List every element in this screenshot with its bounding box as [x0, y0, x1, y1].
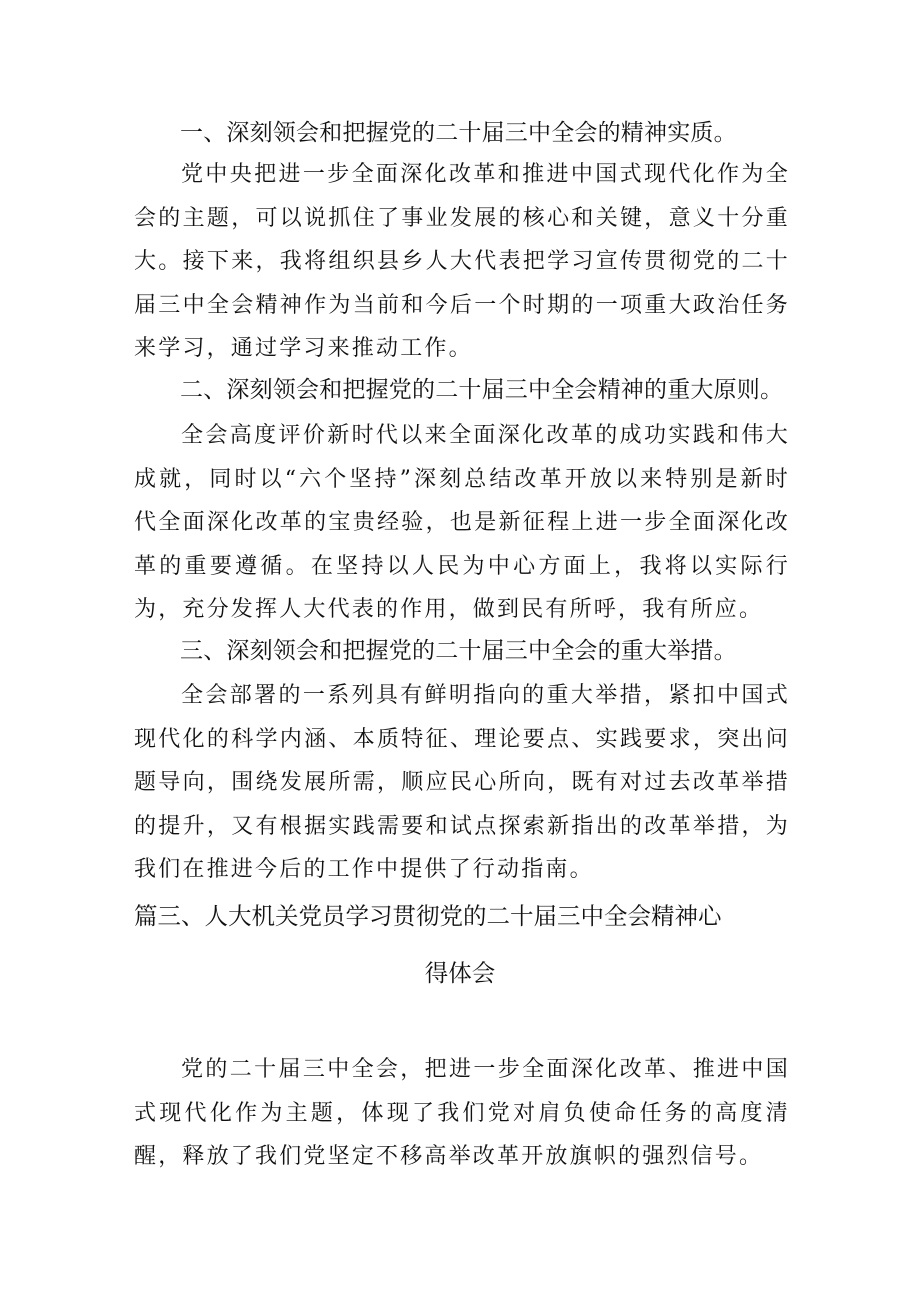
- section-3-heading: 三、深刻领会和把握党的二十届三中全会的重大举措。: [180, 638, 737, 664]
- section-2-paragraph: 全会高度评价新时代以来全面深化改革的成功实践和伟大成就，同时以“六个坚持”深刻总结改革开放以来特别是新时代全面深化改革的宝贵经验，也是新征程上进一步全面深化改革的重要遵循。在坚持以人民为中心方面上，我将以实际行为，充分发挥人大代表的作用，做到民有所呼，我有所应。: [134, 423, 790, 622]
- section-2-heading: 二、深刻领会和把握党的二十届三中全会精神的重大原则。: [180, 377, 784, 403]
- article-3-title: 篇三、人大机关党员学习贯彻党的二十届三中全会精神心: [134, 902, 722, 930]
- article-3-title-continued: 得体会: [424, 959, 496, 987]
- section-1-heading: 一、深刻领会和把握党的二十届三中全会的精神实质。: [180, 120, 737, 146]
- article-3-intro-paragraph: 党的二十届三中全会，把进一步全面深化改革、推进中国式现代化作为主题，体现了我们党对肩负使命任务的高度清醒，释放了我们党坚定不移高举改革开放旗帜的强烈信号。: [134, 1057, 790, 1169]
- section-1-paragraph: 党中央把进一步全面深化改革和推进中国式现代化作为全会的主题，可以说抓住了事业发展的核心和关键，意义十分重大。接下来，我将组织县乡人大代表把学习宣传贯彻党的二十届三中全会精神作为当前和今后一个时期的一项重大政治任务来学习，通过学习来推动工作。: [134, 162, 790, 361]
- section-3-paragraph: 全会部署的一系列具有鲜明指向的重大举措，紧扣中国式现代化的科学内涵、本质特征、理论要点、实践要求，突出问题导向，围绕发展所需，顺应民心所向，既有对过去改革举措的提升，又有根据实践需要和试点探索新指出的改革举措，为我们在推进今后的工作中提供了行动指南。: [134, 683, 790, 882]
